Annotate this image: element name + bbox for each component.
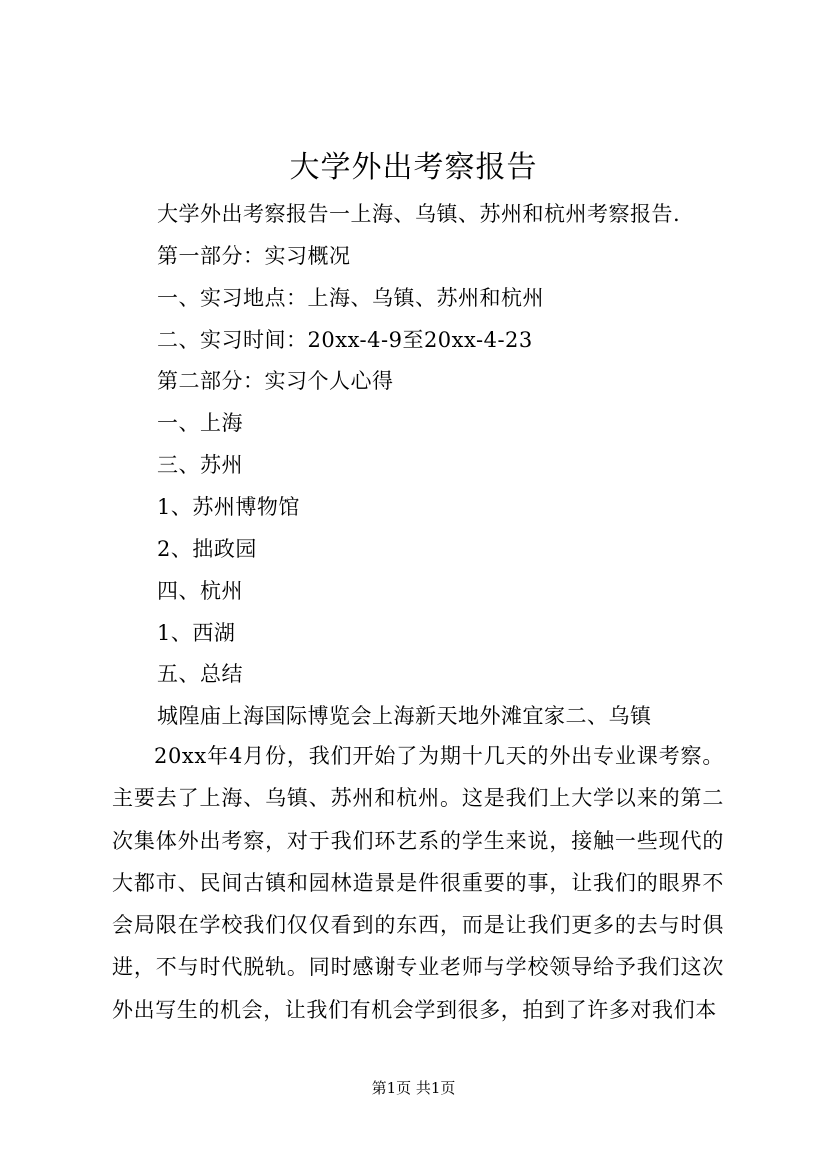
text-line-suzhou: 三、苏州 [157, 453, 243, 477]
page-footer: 第1页 共1页 [371, 1079, 456, 1097]
text-line-intro: 大学外出考察报告一上海、乌镇、苏州和杭州考察报告. [157, 202, 681, 226]
text-line-part-one: 第一部分：实习概况 [157, 244, 351, 268]
text-line-part-two: 第二部分：实习个人心得 [157, 369, 394, 393]
text-line-hangzhou: 四、杭州 [157, 579, 243, 603]
text-line-suzhou-museum: 1、苏州博物馆 [157, 495, 300, 519]
document-title: 大学外出考察报告 [289, 150, 538, 185]
text-line-shanghai: 一、上海 [157, 411, 243, 435]
text-line-places: 城隍庙上海国际博览会上海新天地外滩宜家二、乌镇 [157, 704, 652, 728]
text-line-time: 二、实习时间：20xx-4-9至20xx-4-23 [157, 328, 533, 352]
text-line-location: 一、实习地点：上海、乌镇、苏州和杭州 [157, 286, 544, 310]
body-paragraph: 20xx年4月份，我们开始了为期十几天的外出专业课考察。主要去了上海、乌镇、苏州和杭州。这是我们上大学以来的第二次集体外出考察，对于我们环艺系的学生来说，接触一些现代的大都市、民间古镇和园林造景是件很重要的事，让我们的眼界不会局限在学校我们仅仅看到的东西，而是让我们更多的去与时俱进，不与时代脱轨。同时感谢专业老师与学校领导给予我们这次外出写生的机会，让我们有机会学到很多，拍到了许多对我们本 [112, 744, 724, 1022]
text-line-summary: 五、总结 [157, 662, 243, 686]
text-line-humble-garden: 2、拙政园 [157, 537, 257, 561]
text-line-west-lake: 1、西湖 [157, 621, 236, 645]
